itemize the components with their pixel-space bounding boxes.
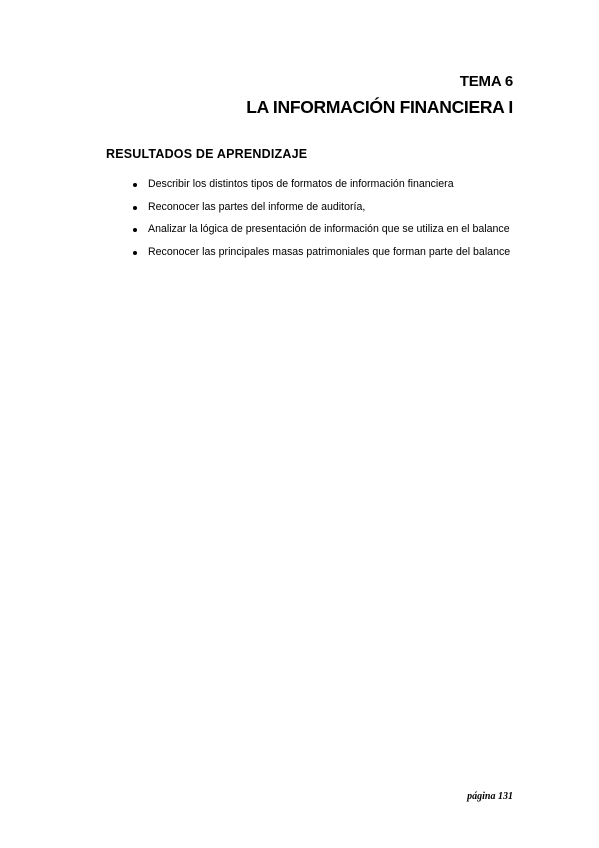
- list-item: [133, 200, 515, 216]
- list-item: [133, 177, 515, 193]
- bullet-icon: [133, 251, 137, 255]
- bullet-icon: [133, 228, 137, 232]
- bullet-icon: [133, 206, 137, 210]
- list-item: [133, 245, 515, 261]
- list-item-text: Analizar la lógica de presentación de información que se utiliza en el balance: [148, 223, 510, 235]
- learning-outcomes-list: [133, 177, 515, 267]
- list-item-text: Describir los distintos tipos de formatos de información financiera: [148, 178, 454, 190]
- list-item-text: Reconocer las principales masas patrimoniales que forman parte del balance: [148, 245, 511, 258]
- chapter-title: LA INFORMACIÓN FINANCIERA I: [246, 97, 513, 117]
- chapter-number: TEMA 6: [459, 73, 513, 90]
- page-number: página 131: [467, 791, 513, 802]
- section-heading: RESULTADOS DE APRENDIZAJE: [106, 147, 308, 161]
- list-item: [133, 222, 515, 238]
- bullet-icon: [133, 183, 137, 187]
- list-item-text: Reconocer las partes del informe de auditoría,: [148, 200, 366, 213]
- chapter-header: [246, 72, 513, 119]
